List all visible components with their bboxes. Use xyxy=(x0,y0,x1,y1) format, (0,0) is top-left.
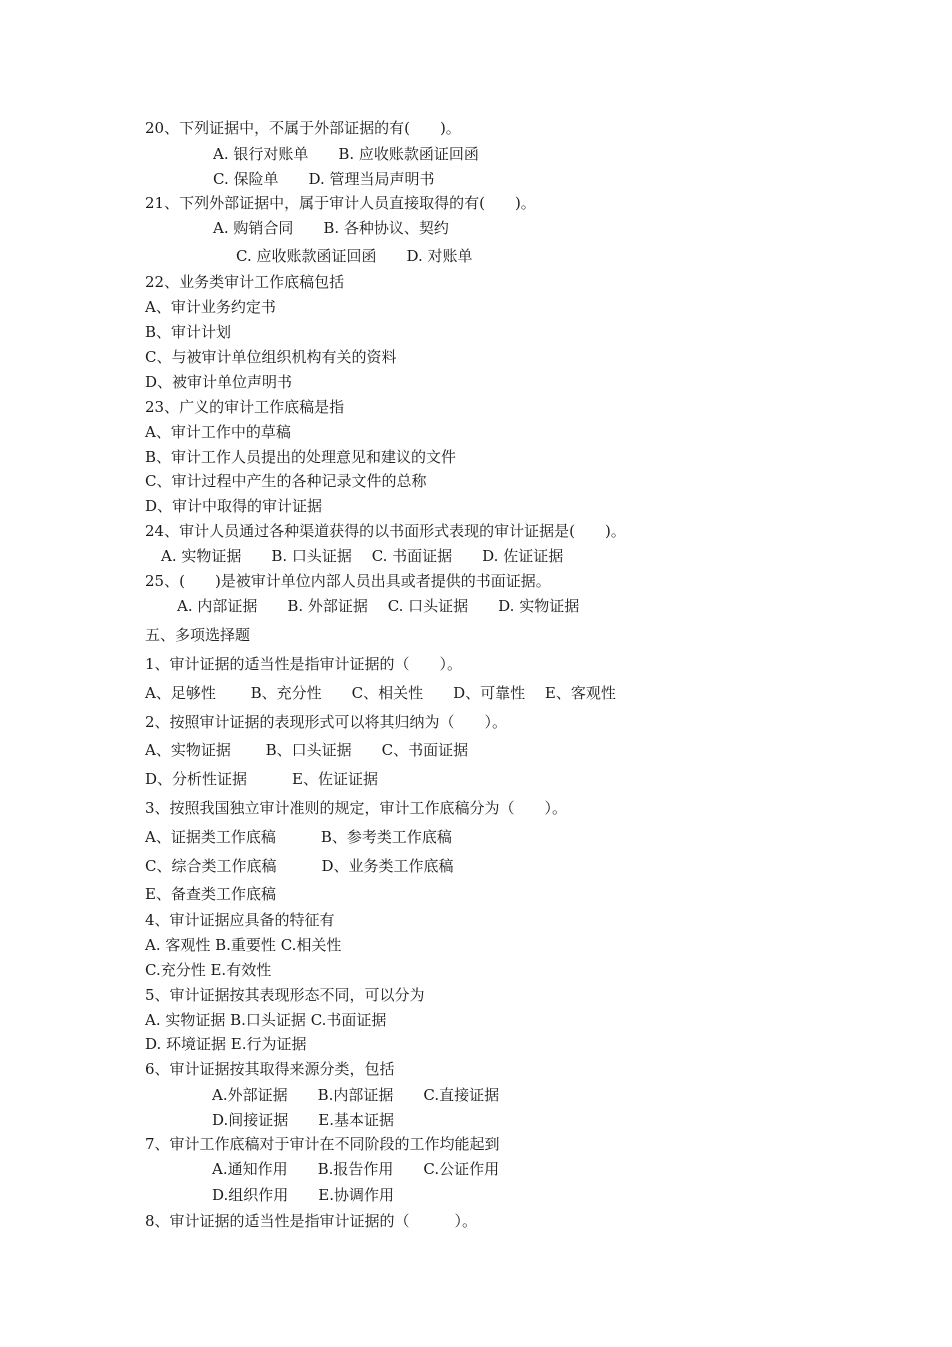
mq8-stem: 8、审计证据的适当性是指审计证据的（ ）。 xyxy=(145,1212,478,1230)
mq4-options-abc: A. 客观性 B.重要性 C.相关性 xyxy=(145,936,342,954)
q23-option-c: C、审计过程中产生的各种记录文件的总称 xyxy=(145,472,427,490)
q23-option-a: A、审计工作中的草稿 xyxy=(145,423,291,441)
mq2-stem: 2、按照审计证据的表现形式可以将其归纳为（ ）。 xyxy=(145,713,508,731)
mq2-options-abc: A、实物证据 B、口头证据 C、书面证据 xyxy=(145,741,469,759)
mq7-options-de: D.组织作用 E.协调作用 xyxy=(212,1186,394,1204)
q21-options-ab: A. 购销合同 B. 各种协议、契约 xyxy=(213,219,449,237)
q20-options-ab: A. 银行对账单 B. 应收账款函证回函 xyxy=(213,145,479,163)
q22-option-c: C、与被审计单位组织机构有关的资料 xyxy=(145,348,397,366)
mq4-options-ce: C.充分性 E.有效性 xyxy=(145,961,272,979)
mq6-options-de: D.间接证据 E.基本证据 xyxy=(212,1111,394,1129)
q23-option-d: D、审计中取得的审计证据 xyxy=(145,497,323,515)
mq2-options-de: D、分析性证据 E、佐证证据 xyxy=(145,770,378,788)
q22-option-d: D、被审计单位声明书 xyxy=(145,373,293,391)
mq1-stem: 1、审计证据的适当性是指审计证据的（ ）。 xyxy=(145,655,463,673)
mq3-options-cd: C、综合类工作底稿 D、业务类工作底稿 xyxy=(145,857,454,875)
q24-options: A. 实物证据 B. 口头证据 C. 书面证据 D. 佐证证据 xyxy=(161,547,564,565)
q20-stem: 20、下列证据中，不属于外部证据的有( )。 xyxy=(145,119,461,137)
q22-stem: 22、业务类审计工作底稿包括 xyxy=(145,273,345,291)
mq5-options-abc: A. 实物证据 B.口头证据 C.书面证据 xyxy=(145,1011,387,1029)
mq5-stem: 5、审计证据按其表现形态不同，可以分为 xyxy=(145,986,425,1004)
q22-option-b: B、审计计划 xyxy=(145,323,232,341)
q23-stem: 23、广义的审计工作底稿是指 xyxy=(145,398,345,416)
mq4-stem: 4、审计证据应具备的特征有 xyxy=(145,911,335,929)
mq3-stem: 3、按照我国独立审计准则的规定，审计工作底稿分为（ ）。 xyxy=(145,799,568,817)
q21-stem: 21、下列外部证据中，属于审计人员直接取得的有( )。 xyxy=(145,194,536,212)
mq7-options-abc: A.通知作用 B.报告作用 C.公证作用 xyxy=(212,1160,500,1178)
q25-options: A. 内部证据 B. 外部证据 C. 口头证据 D. 实物证据 xyxy=(177,597,580,615)
q22-option-a: A、审计业务约定书 xyxy=(145,298,276,316)
mq6-options-abc: A.外部证据 B.内部证据 C.直接证据 xyxy=(212,1086,500,1104)
mq7-stem: 7、审计工作底稿对于审计在不同阶段的工作均能起到 xyxy=(145,1135,500,1153)
mq6-stem: 6、审计证据按其取得来源分类，包括 xyxy=(145,1060,395,1078)
mq5-options-de: D. 环境证据 E.行为证据 xyxy=(145,1035,307,1053)
mq3-option-e: E、备查类工作底稿 xyxy=(145,885,276,903)
q24-stem: 24、审计人员通过各种渠道获得的以书面形式表现的审计证据是( )。 xyxy=(145,522,626,540)
mq1-options: A、足够性 B、充分性 C、相关性 D、可靠性 E、客观性 xyxy=(145,684,616,702)
q25-stem: 25、( )是被审计单位内部人员出具或者提供的书面证据。 xyxy=(145,572,551,590)
section-heading: 五、多项选择题 xyxy=(145,626,251,644)
mq3-options-ab: A、证据类工作底稿 B、参考类工作底稿 xyxy=(145,828,452,846)
q21-options-cd: C. 应收账款函证回函 D. 对账单 xyxy=(236,247,473,265)
q23-option-b: B、审计工作人员提出的处理意见和建议的文件 xyxy=(145,448,457,466)
q20-options-cd: C. 保险单 D. 管理当局声明书 xyxy=(213,170,435,188)
